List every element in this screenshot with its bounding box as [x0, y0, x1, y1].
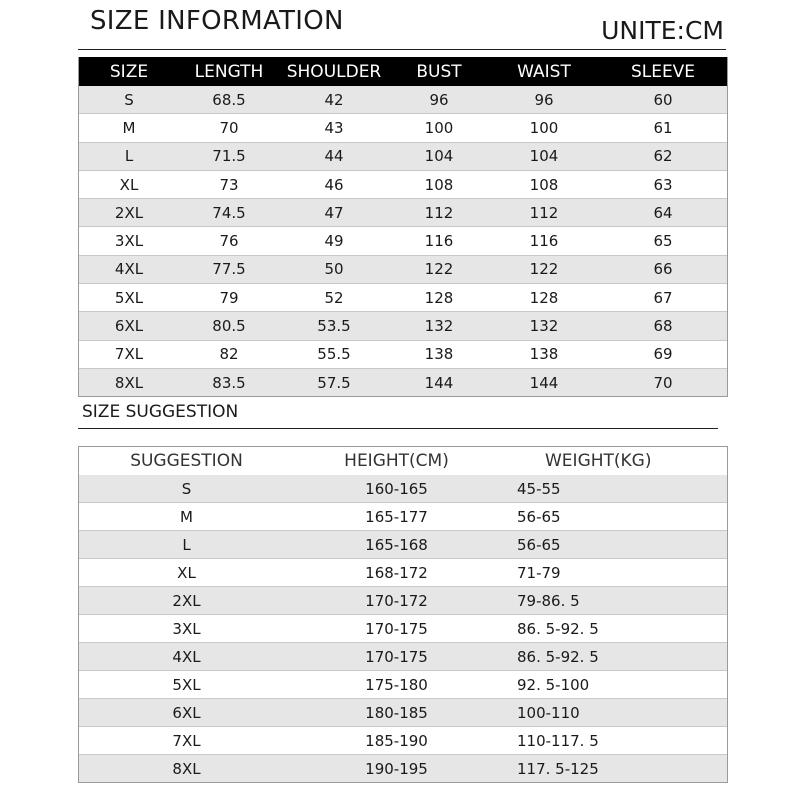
cell-size: S: [181, 479, 192, 498]
cell-bust: 128: [424, 288, 454, 307]
cell-size: XL: [119, 175, 139, 194]
table-row: [79, 226, 727, 254]
section-title-suggestion: SIZE SUGGESTION: [82, 402, 239, 422]
table-row: [79, 86, 727, 113]
cell-weight: 117. 5-125: [517, 759, 599, 778]
cell-sleeve: 70: [653, 373, 673, 392]
cell-size: 2XL: [114, 203, 144, 222]
cell-bust: 138: [424, 345, 454, 364]
cell-size: 6XL: [114, 317, 144, 336]
cell-size: S: [124, 90, 134, 109]
cell-height: 185-190: [365, 731, 428, 750]
cell-sleeve: 61: [653, 118, 673, 137]
table-row: [79, 170, 727, 198]
cell-height: 180-185: [365, 703, 428, 722]
cell-size: 6XL: [172, 703, 201, 722]
cell-waist: 138: [529, 345, 559, 364]
cell-weight: 110-117. 5: [517, 731, 599, 750]
table-row: [79, 614, 727, 642]
cell-waist: 96: [534, 90, 554, 109]
table-row: [79, 726, 727, 754]
cell-sleeve: 64: [653, 203, 673, 222]
table-row: [79, 670, 727, 698]
cell-size: 4XL: [114, 260, 144, 279]
table-header-row: [79, 57, 727, 86]
cell-size: M: [180, 507, 193, 526]
cell-weight: 86. 5-92. 5: [517, 647, 599, 666]
cell-size: 3XL: [172, 619, 201, 638]
cell-length: 70: [219, 118, 239, 137]
cell-size: 4XL: [172, 647, 201, 666]
cell-shoulder: 50: [324, 260, 344, 279]
header-length: LENGTH: [194, 61, 264, 82]
title-divider: [78, 49, 726, 50]
cell-length: 82: [219, 345, 239, 364]
cell-shoulder: 52: [324, 288, 344, 307]
cell-sleeve: 66: [653, 260, 673, 279]
cell-size: 8XL: [114, 373, 144, 392]
header-bust: BUST: [416, 61, 462, 82]
cell-waist: 100: [529, 118, 559, 137]
cell-sleeve: 67: [653, 288, 673, 307]
cell-sleeve: 65: [653, 232, 673, 251]
cell-length: 76: [219, 232, 239, 251]
cell-shoulder: 53.5: [317, 317, 351, 336]
cell-size: 5XL: [114, 288, 144, 307]
table-row: [79, 283, 727, 311]
header-waist: WAIST: [517, 61, 571, 82]
cell-shoulder: 42: [324, 90, 344, 109]
cell-size: M: [122, 118, 136, 137]
cell-weight: 56-65: [517, 507, 561, 526]
header-weight: WEIGHT(KG): [545, 451, 652, 471]
cell-bust: 132: [424, 317, 454, 336]
cell-size: L: [182, 535, 191, 554]
cell-length: 77.5: [212, 260, 246, 279]
cell-weight: 45-55: [517, 479, 561, 498]
cell-bust: 96: [429, 90, 449, 109]
table-row: [79, 558, 727, 586]
table-row: [79, 255, 727, 283]
cell-shoulder: 44: [324, 147, 344, 166]
cell-height: 170-175: [365, 619, 428, 638]
suggestion-divider: [78, 428, 718, 429]
cell-size: 7XL: [172, 731, 201, 750]
cell-waist: 112: [529, 203, 559, 222]
cell-sleeve: 69: [653, 345, 673, 364]
table-row: [79, 340, 727, 368]
cell-bust: 100: [424, 118, 454, 137]
header-sleeve: SLEEVE: [630, 61, 696, 82]
header-size: SIZE: [109, 61, 149, 82]
cell-waist: 104: [529, 147, 559, 166]
cell-weight: 100-110: [517, 703, 580, 722]
size-suggestion-table: [78, 446, 728, 783]
table-row: [79, 113, 727, 141]
cell-waist: 144: [529, 373, 559, 392]
cell-height: 175-180: [365, 675, 428, 694]
cell-weight: 86. 5-92. 5: [517, 619, 599, 638]
table-row: [79, 475, 727, 502]
table-row: [79, 368, 727, 396]
cell-length: 71.5: [212, 147, 246, 166]
cell-shoulder: 57.5: [317, 373, 351, 392]
header-suggestion: SUGGESTION: [130, 451, 243, 471]
cell-height: 160-165: [365, 479, 428, 498]
cell-bust: 144: [424, 373, 454, 392]
cell-shoulder: 47: [324, 203, 344, 222]
cell-size: 2XL: [172, 591, 201, 610]
header-shoulder: SHOULDER: [286, 61, 382, 82]
cell-waist: 108: [529, 175, 559, 194]
cell-size: L: [124, 147, 134, 166]
cell-length: 83.5: [212, 373, 246, 392]
table-row: [79, 586, 727, 614]
cell-length: 73: [219, 175, 239, 194]
cell-weight: 56-65: [517, 535, 561, 554]
page-title: SIZE INFORMATION: [90, 6, 344, 36]
table-row: [79, 754, 727, 782]
cell-sleeve: 60: [653, 90, 673, 109]
cell-height: 170-172: [365, 591, 428, 610]
cell-bust: 104: [424, 147, 454, 166]
table-row: [79, 698, 727, 726]
cell-height: 190-195: [365, 759, 428, 778]
cell-height: 168-172: [365, 563, 428, 582]
cell-waist: 132: [529, 317, 559, 336]
cell-waist: 128: [529, 288, 559, 307]
cell-size: XL: [177, 563, 196, 582]
cell-weight: 71-79: [517, 563, 561, 582]
cell-bust: 122: [424, 260, 454, 279]
table-header-row: [79, 447, 727, 475]
cell-sleeve: 62: [653, 147, 673, 166]
cell-height: 165-177: [365, 507, 428, 526]
cell-waist: 122: [529, 260, 559, 279]
table-row: [79, 198, 727, 226]
header-height: HEIGHT(CM): [344, 451, 449, 471]
cell-shoulder: 55.5: [317, 345, 351, 364]
cell-sleeve: 63: [653, 175, 673, 194]
cell-size: 8XL: [172, 759, 201, 778]
cell-length: 79: [219, 288, 239, 307]
cell-length: 68.5: [212, 90, 246, 109]
cell-height: 170-175: [365, 647, 428, 666]
cell-length: 74.5: [212, 203, 246, 222]
unit-label: UNITE:CM: [601, 16, 724, 45]
table-row: [79, 642, 727, 670]
table-row: [79, 142, 727, 170]
cell-size: 5XL: [172, 675, 201, 694]
table-row: [79, 311, 727, 339]
cell-size: 3XL: [114, 232, 144, 251]
cell-bust: 116: [424, 232, 454, 251]
cell-size: 7XL: [114, 345, 144, 364]
cell-shoulder: 49: [324, 232, 344, 251]
cell-sleeve: 68: [653, 317, 673, 336]
cell-bust: 108: [424, 175, 454, 194]
cell-height: 165-168: [365, 535, 428, 554]
cell-weight: 92. 5-100: [517, 675, 590, 694]
cell-waist: 116: [529, 232, 559, 251]
table-row: [79, 530, 727, 558]
table-row: [79, 502, 727, 530]
cell-shoulder: 46: [324, 175, 344, 194]
size-information-table: [78, 57, 728, 397]
cell-shoulder: 43: [324, 118, 344, 137]
cell-bust: 112: [424, 203, 454, 222]
cell-length: 80.5: [212, 317, 246, 336]
cell-weight: 79-86. 5: [517, 591, 580, 610]
